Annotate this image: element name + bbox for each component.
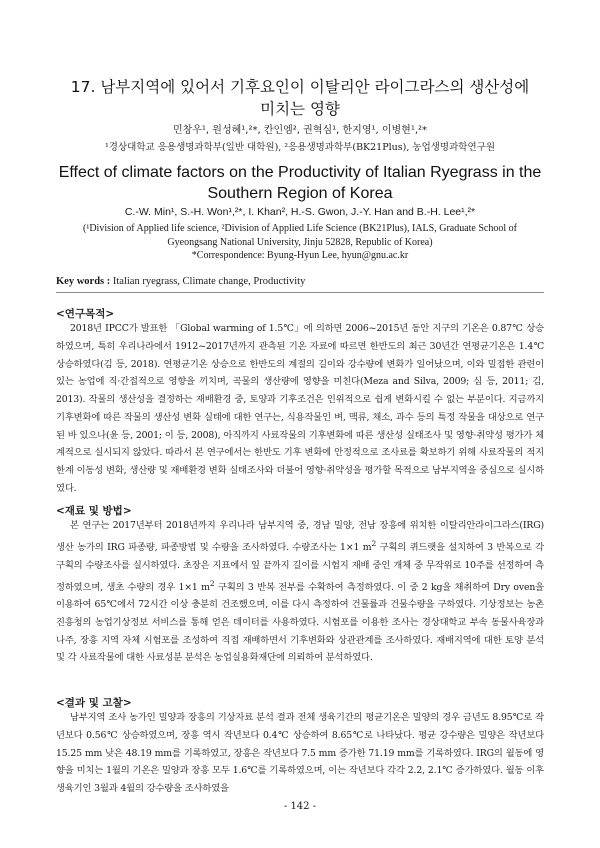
methods-text-3: 구획의 3 반복 전부를 수확하여 측정하였다. 이 중 2 kg을 채취하여 Dry oven을 이용하여 65℃에서 72시간 이상 충분히 건조했으며, 이를 다시 측정하여 건물률과 건물수량을 구하였다. 기상정보는 농촌진흥청의 농업기상정보 서비스를 통해 얻은 데이터를 사용하였다. 시험포를 이용한 조사는 경상대학교 부속 동물사육장과 나주, 장흥 지역 자체 시험포를 조성하여 직접 재배하면서 기후변화와 상관관계를 조사하였다. 재배지역에 대한 토양 분석 및 각 사료작물에 대한 사료성분 분석은 농업실용화재단에 의뢰하여 분석하였다. bbox=[56, 581, 544, 664]
korean-title-line-1: 17. 남부지역에 있어서 기후요인이 이탈리안 라이그라스의 생산성에 bbox=[70, 78, 530, 96]
keywords bbox=[56, 276, 305, 287]
english-affiliation-line-1: (¹Division of Applied life science, ²Division of Applied Life Science (BK21Plus), IALS, Graduate School of bbox=[83, 223, 517, 234]
korean-title bbox=[40, 76, 560, 120]
keywords-text: Italian ryegrass, Climate change, Productivity bbox=[112, 276, 306, 287]
section-heading-purpose: <연구목적> bbox=[56, 308, 115, 320]
correspondence: *Correspondence: Byung-Hyun Lee, hyun@gnu.ac.kr bbox=[191, 250, 409, 261]
keywords-divider bbox=[56, 292, 544, 293]
section-body-results: 남부지역 조사 농가인 밀양과 장흥의 기상자료 분석 결과 전체 생육기간의 평균기온은 밀양의 경우 금년도 8.95℃로 작년보다 0.56℃ 상승하였으며, 장흥 역시 작년보다 0.4℃ 상승하여 8.65℃로 나타났다. 평균 강수량은 밀양은 작년보다 15.25 mm 낮은 48.19 mm를 기록하였고, 장흥은 작년보다 7.5 mm 증가한 71.19 mm를 기록하였다. IRG의 월동에 영향을 미치는 1월의 기온은 밀양과 장흥 모두 1.6℃를 기록하였으며, 이는 작년보다 각각 2.2, 2.1℃ 증가하였다. 월동 이후 생육기인 3월과 4월의 강수량을 조사하였을 bbox=[56, 712, 544, 795]
methods-text-2: 구획의 퀴드랫을 설치하여 3 반복으로 각 구획의 수량조사를 실시하였다. 초장은 지표에서 잎 끝까지 길이를 시험지 재배 중인 개체 중 무작위로 10주를 선정하여 측정하였으며, 생초 수량의 경우 1×1 m bbox=[56, 542, 545, 593]
english-title-line-1: Effect of climate factors on the Productivity of Italian Ryegrass in the bbox=[58, 164, 542, 181]
section-heading-methods: <재료 및 방법> bbox=[56, 505, 132, 517]
keywords-label: Key words : bbox=[56, 276, 111, 287]
english-affiliation bbox=[60, 222, 540, 263]
methods-text-1: 본 연구는 2017년부터 2018년까지 우리나라 남부지역 중, 경남 밀양, 전남 장흥에 위치한 이탈리안라이그라스(IRG) 생산 농가의 IRG 파종량, 파종방법 및 수량을 조사하였다. 수량조사는 1×1 m bbox=[56, 520, 544, 554]
english-title-line-2: Southern Region of Korea bbox=[207, 185, 393, 202]
section-heading-results: <결과 및 고찰> bbox=[56, 697, 132, 709]
english-authors: C.-W. Min¹, S.-H. Won¹,²*, I. Khan², H.-S. Gwon, J.-Y. Han and B.-H. Lee¹,²* bbox=[124, 206, 476, 218]
page-number: - 142 - bbox=[283, 801, 317, 812]
methods-superscript-2: 2 bbox=[209, 578, 215, 588]
korean-authors: 민창우¹, 원성혜¹,²*, 칸인엠², 권혁심¹, 한지영¹, 이병현¹,²* bbox=[172, 125, 428, 136]
methods-superscript-1: 2 bbox=[371, 539, 377, 548]
english-title bbox=[40, 162, 560, 204]
section-body-purpose: 2018년 IPCC가 발표한 「Global warming of 1.5℃」에 의하면 2006~2015년 동안 지구의 기온은 0.87℃ 상승하였으며, 특히 우리나라에서 1912~2017년까지 관측된 기온 자료에 따르면 한반도의 최근 30년간 연평균기온은 1.4℃ 상승하였다(김 등, 2018). 연평균기온 상승으로 한반도의 계절의 길이와 강수량에 변화가 일어났으며, 이와 밀접한 관련이 있는 농업에 직·간접적으로 영향을 끼치며, 곡물의 생산량에 영향을 미친다(Meza and Silva, 2009; 심 등, 2011; 김, 2013). 작물의 생산성을 결정하는 재배환경 중, 토양과 기후조건은 인위적으로 쉽게 변화시킬 수 없는 부분이다. 지금까지 기후변화에 따른 작물의 생산성 변화 실태에 대한 연구는, 식용작물인 벼, 맥류, 채소, 과수 등의 특정 작물을 대상으로 연구된 바 있으나(윤 등, 2001; 이 등, 2008), 아직까지 사료작물의 기후변화에 따른 생산성 실태조사 및 영향·취약성 평가가 체계적으로 실시되지 않았다. 따라서 본 연구에서는 한반도 기후 변화에 안정적으로 조사료를 확보하기 위해 사료작물의 적지 한계 이동성 변화, 생산량 및 재배환경 변화 실태조사와 더불어 영향·취약성을 평가할 목적으로 남부지역을 중심으로 실시하였다. bbox=[56, 323, 544, 494]
korean-title-line-2: 미치는 영향 bbox=[260, 100, 340, 118]
section-body-methods bbox=[56, 517, 544, 667]
english-affiliation-line-2: Gyeongsang National University, Jinju 52828, Republic of Korea) bbox=[167, 236, 433, 248]
korean-affiliation: ¹경상대학교 응용생명과학부(일반 대학원), ²응용생명과학부(BK21Plus), 농업생명과학연구원 bbox=[105, 142, 495, 153]
